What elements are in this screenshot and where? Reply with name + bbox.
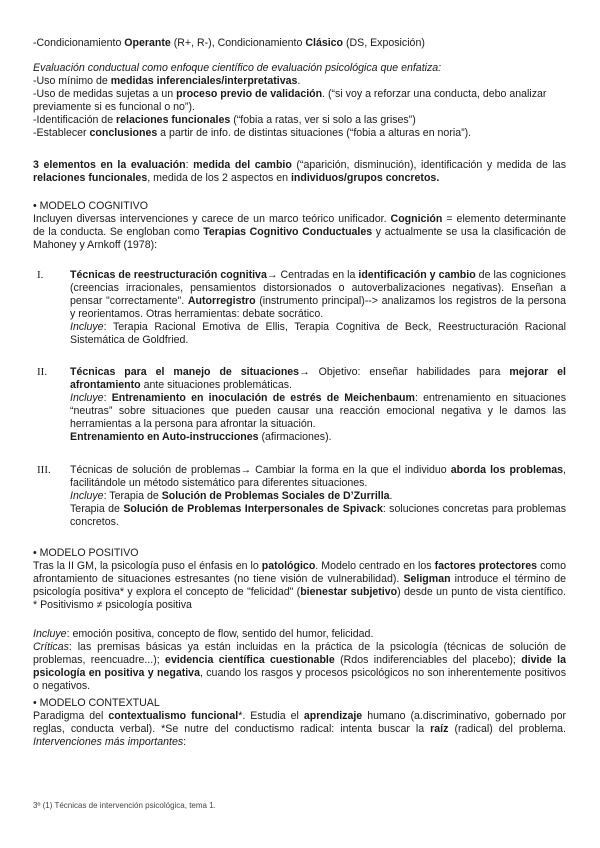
evaluation-item: -Identificación de relaciones funcionales (“fobia a ratas, ver si solo a las grises”) bbox=[33, 114, 416, 127]
technique-includes: Incluye: Terapia de Solución de Problemas Sociales de D’Zurrilla. bbox=[70, 490, 393, 503]
cognitive-intro: Incluyen diversas intervenciones y carece de un marco teórico unificador. Cognición = elemento determinante de la conducta. Se engloban como Terapias Cognitivo Conductuales y actualmente se usa la clasificación de Mahoney y Arnkoff (1978): bbox=[33, 213, 566, 252]
technique-description: Técnicas de solución de problemas→ Cambiar la forma en la que el individuo aborda los problemas, facilitándole un método sistemático para diferentes situaciones. bbox=[70, 464, 566, 490]
page-footer: 3º (1) Técnicas de intervención psicológica, tema 1. bbox=[33, 801, 216, 810]
positive-model-paragraph: Tras la II GM, la psicología puso el énfasis en lo patológico. Modelo centrado en los factores protectores como afrontamiento de situaciones estresantes (no tiene visión de vulnerabilidad). Seligman introduce el término de psicología positiva* y explora el concepto de "felicidad" (bienestar subjetivo) desde un punto de vista científico. * Positivismo ≠ psicología positiva bbox=[33, 560, 566, 612]
technique-includes: Incluye: Entrenamiento en inoculación de estrés de Meichenbaum: entrenamiento en situaciones “neutras” sobre situaciones que pueden causar una reacción emocional negativa y le damos las herramientas a la persona para afrontar la situación. bbox=[70, 392, 566, 431]
technique-description: Técnicas de reestructuración cognitiva→ Centradas en la identificación y cambio de las cogniciones (creencias irracionales, pensamientos distorsionados o autoverbalizaciones negativas). Enseñan a pensar "correctamente". Autorregistro (instrumento principal)--> analizamos los registros de la persona y reorientamos. Otras herramientas: debate socrático. bbox=[70, 269, 566, 321]
cognitive-model-heading: • MODELO COGNITIVO bbox=[33, 200, 148, 212]
positive-includes: Incluye: emoción positiva, concepto de flow, sentido del humor, felicidad. bbox=[33, 628, 374, 640]
evaluation-item: -Uso mínimo de medidas inferenciales/interpretativas. bbox=[33, 75, 301, 88]
technique-description: Técnicas para el manejo de situaciones→ Objetivo: enseñar habilidades para mejorar el afrontamiento ante situaciones problemáticas. bbox=[70, 366, 566, 392]
technique-extra: Terapia de Solución de Problemas Interpersonales de Spivack: soluciones concretas para problemas concretos. bbox=[70, 503, 566, 529]
positive-criticisms: Críticas: las premisas básicas ya están incluidas en la práctica de la psicología (técnicas de solución de problemas, reencuadre...); evidencia científica cuestionable (Rdos indiferenciables del placebo); divide la psicología en positiva y negativa, cuando los rasgos y procesos psicológicos no son inherentemente positivos o negativos. bbox=[33, 641, 567, 693]
roman-numeral: I. bbox=[37, 269, 44, 281]
technique-extra: Entrenamiento en Auto-instrucciones (afirmaciones). bbox=[70, 431, 332, 444]
behavioral-evaluation-section bbox=[33, 62, 566, 141]
three-elements-paragraph: 3 elementos en la evaluación: medida del cambio (“aparición, disminución), identificación y medida de las relaciones funcionales, medida de los 2 aspectos en individuos/grupos concretos. bbox=[33, 159, 566, 185]
technique-item-restructuring bbox=[70, 269, 566, 348]
technique-includes: Incluye: Terapia Racional Emotiva de Ellis, Terapia Cognitiva de Beck, Reestructuración Racional Sistemática de Goldfried. bbox=[70, 321, 566, 347]
positive-model-heading: • MODELO POSITIVO bbox=[33, 547, 139, 559]
evaluation-heading: Evaluación conductual como enfoque científico de evaluación psicológica que enfatiza: bbox=[33, 62, 442, 74]
contextual-model-heading: • MODELO CONTEXTUAL bbox=[33, 697, 160, 709]
technique-item-situations bbox=[70, 366, 566, 445]
roman-numeral: III. bbox=[37, 464, 51, 476]
contextual-model-paragraph: Paradigma del contextualismo funcional*. Estudia el aprendizaje humano (a.discriminativo, gobernado por reglas, conducta verbal). *Se nutre del conductismo radical: intenta buscar la raíz (radical) del problema. Intervenciones más importantes: bbox=[33, 710, 567, 749]
evaluation-item: -Establecer conclusiones a partir de info. de distintas situaciones (“fobia a alturas en noria”). bbox=[33, 127, 472, 140]
technique-item-problem-solving bbox=[70, 464, 566, 529]
conditioning-line: -Condicionamiento Operante (R+, R-), Condicionamiento Clásico (DS, Exposición) bbox=[33, 37, 425, 49]
evaluation-item: -Uso de medidas sujetas a un proceso previo de validación. (“si voy a reforzar una conducta, debo analizar previamente si es funcional o no”). bbox=[33, 88, 547, 114]
roman-numeral: II. bbox=[37, 366, 48, 378]
